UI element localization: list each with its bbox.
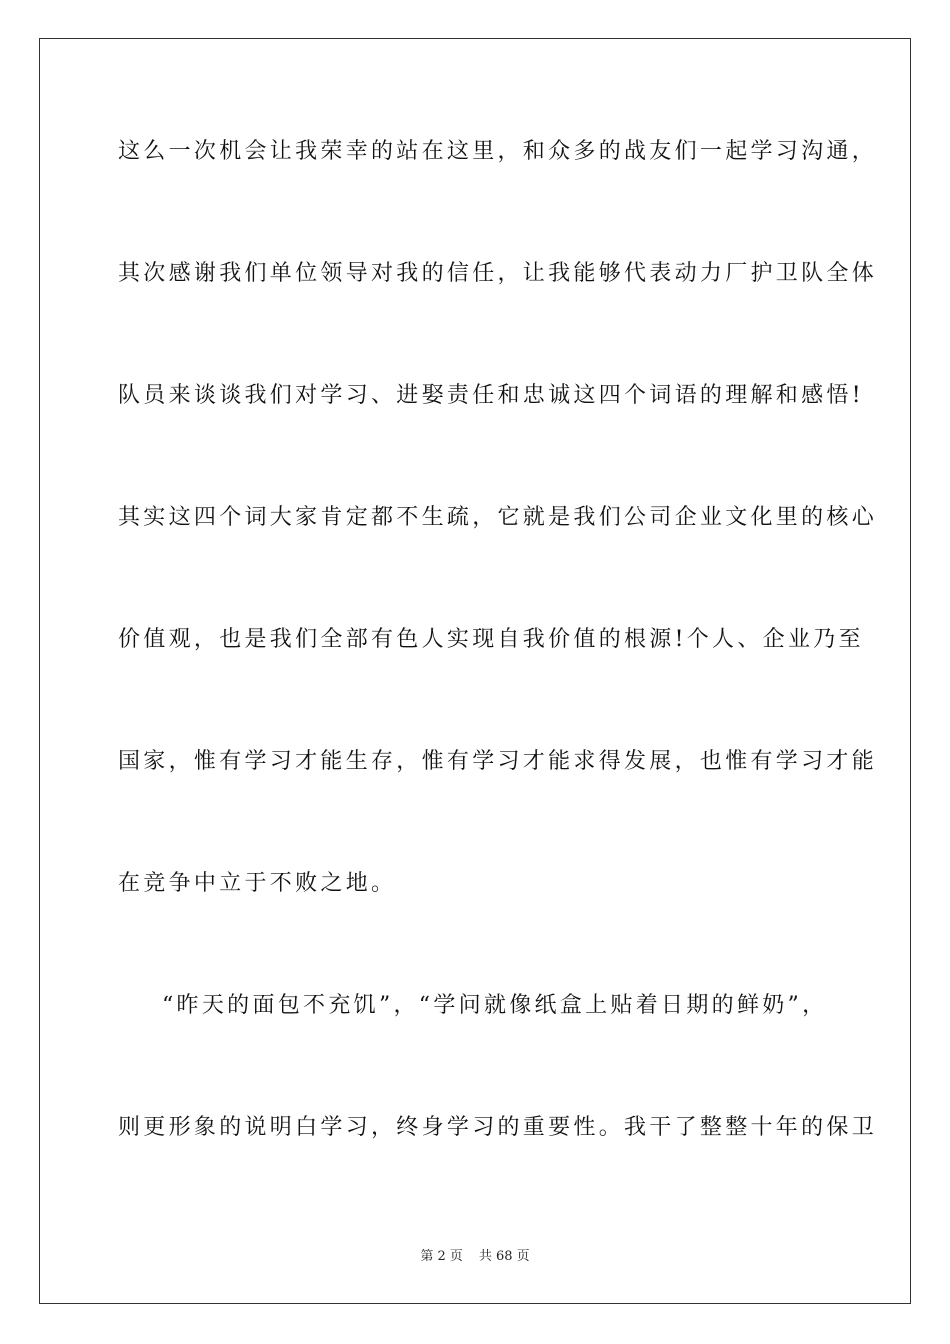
paragraph-line: 其实这四个词大家肯定都不生疏，它就是我们公司企业文化里的核心 — [118, 505, 878, 530]
paragraph-line: 队员来谈谈我们对学习、进娶责任和忠诚这四个词语的理解和感悟! — [118, 383, 864, 408]
total-pages: 共 68 页 — [478, 1249, 530, 1264]
paragraph-line: 其次感谢我们单位领导对我的信任，让我能够代表动力厂护卫队全体 — [118, 261, 878, 286]
paragraph-line: 在竞争中立于不败之地。 — [118, 871, 397, 896]
paragraph-line: 价值观，也是我们全部有色人实现自我价值的根源!个人、企业乃至 — [118, 627, 864, 652]
paragraph-line: 国家，惟有学习才能生存，惟有学习才能求得发展，也惟有学习才能 — [118, 749, 878, 774]
paragraph-line: 则更形象的说明白学习，终身学习的重要性。我干了整整十年的保卫 — [118, 1115, 878, 1140]
page-footer — [0, 1248, 950, 1266]
paragraph-line: 这么一次机会让我荣幸的站在这里，和众多的战友们一起学习沟通， — [118, 139, 878, 164]
page-number: 第 2 页 — [420, 1249, 463, 1264]
paragraph-line: “昨天的面包不充饥”，“学问就像纸盒上贴着日期的鲜奶”， — [162, 993, 828, 1018]
